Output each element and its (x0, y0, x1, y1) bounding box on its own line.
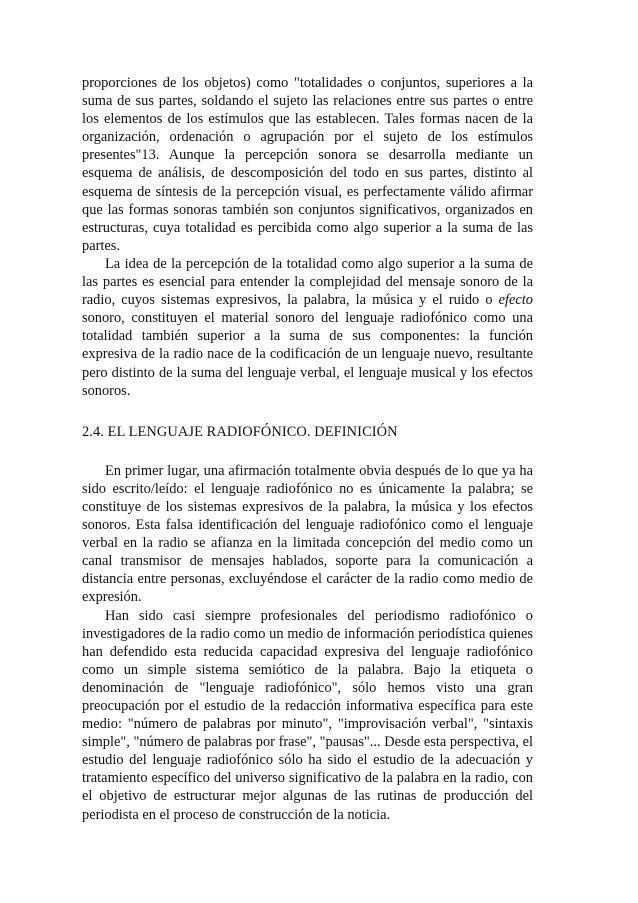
document-page (82, 74, 533, 824)
paragraph-totalidad-part1: La idea de la percepción de la totalidad como algo superior a la suma de las partes es esencial para entender la complejidad del mensaje sonoro de la radio, cuyos sistemas expresivos, la palabra, la música y el ruido o (82, 255, 533, 309)
section-heading: 2.4. EL LENGUAJE RADIOFÓNICO. DEFINICIÓN (82, 423, 398, 440)
paragraph-profesionales: Han sido casi siempre profesionales del periodismo radiofónico o investigadores de la radio como un medio de información periodística quienes han defendido esta reducida capacidad expresiva del lenguaje radiofónico como un simple sistema semiótico de la palabra. Bajo la etiqueta o denominación de "lenguaje radiofónico", sólo hemos visto una gran preocupación por el estudio de la redacción informativa específica para este medio: "número de palabras por minuto", "improvisación verbal", "sintaxis simple", "número de palabras por frase", "pausas"... Desde esta perspectiva, el estudio del lenguaje radiofónico sólo ha sido el estudio de la adecuación y tratamiento específico del universo significativo de la palabra en la radio, con el objetivo de estructurar mejor algunas de las rutinas de producción del periodista en el proceso de construcción de la noticia. (82, 607, 533, 823)
paragraph-totalidad (82, 255, 533, 400)
paragraph-primer-lugar: En primer lugar, una afirmación totalmente obvia después de lo que ya ha sido escrito/leído: el lenguaje radiofónico no es únicamente la palabra; se constituye de los sistemas expresivos de la palabra, la música y los efectos sonoros. Esta falsa identificación del lenguaje radiofónico como el lenguaje verbal en la radio se afianza en la limitada concepción del medio como un canal transmisor de mensajes hablados, soporte para la comunicación a distancia entre personas, excluyéndose el carácter de la radio como medio de expresión. (82, 462, 533, 606)
paragraph-percepcion-formas: proporciones de los objetos) como "totalidades o conjuntos, superiores a la suma de sus partes, soldando el sujeto las relaciones entre sus partes o entre los elementos de los estímulos que las establecen. Tales formas nacen de la organización, ordenación o agrupación por el sujeto de los estímulos presentes"13. Aunque la percepción sonora se desarrolla mediante un esquema de análisis, de descomposición del todo en sus partes, distinto al esquema de síntesis de la percepción visual, es perfectamente válido afirmar que las formas sonoras también son conjuntos significativos, organizados en estructuras, cuya totalidad es percibida como algo superior a la suma de las partes. (82, 75, 533, 254)
italic-term-efecto: efecto (498, 292, 533, 309)
paragraph-totalidad-part2: sonoro, constituyen el material sonoro del lenguaje radiofónico como una totalidad también superior a la suma de sus componentes: la función expresiva de la radio nace de la codificación de un lenguaje nuevo, resultante pero distinto de la suma del lenguaje verbal, el lenguaje musical y los efectos sonoros. (82, 310, 533, 399)
